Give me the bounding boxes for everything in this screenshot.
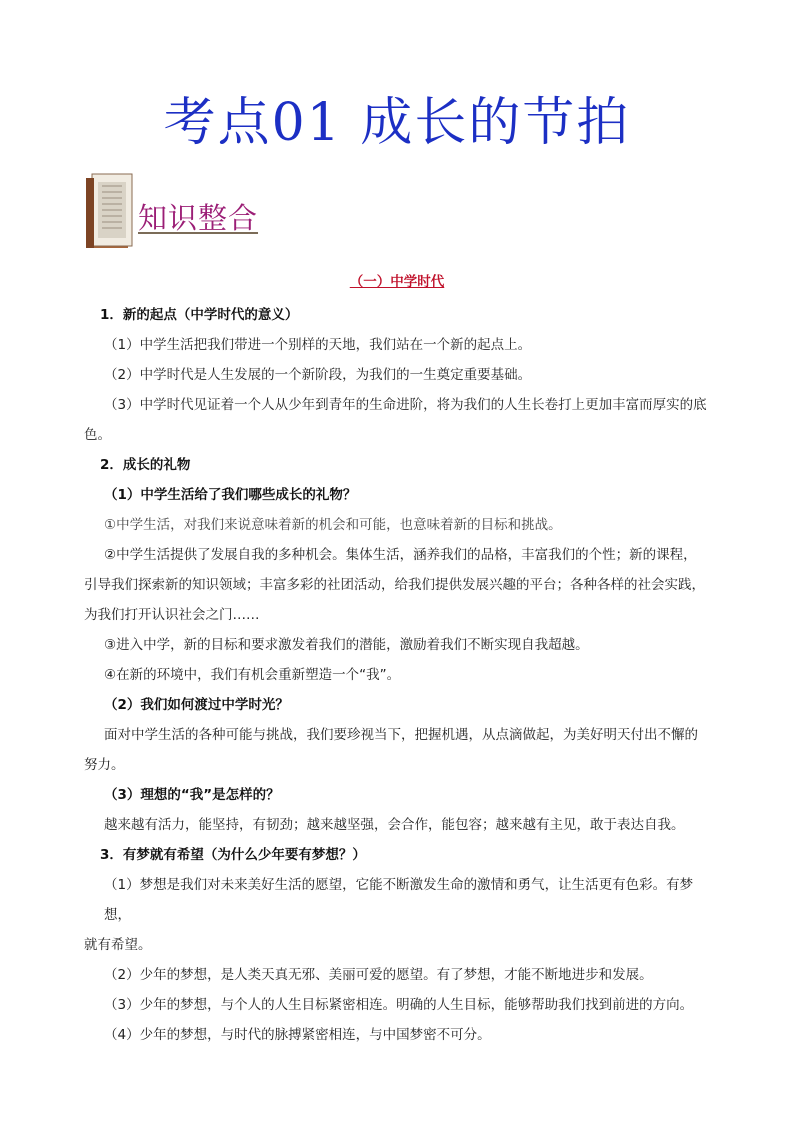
question-2: （2）我们如何渡过中学时光？ (104, 697, 289, 713)
question-3: （3）理想的“我”是怎样的？ (104, 787, 280, 803)
answer-2: 面对中学生活的各种可能与挑战，我们要珍视当下，把握机遇，从点滴做起，为美好明天付出不懈的 (104, 727, 698, 743)
book-icon (82, 170, 138, 252)
item-3: ③进入中学，新的目标和要求激发着我们的潜能，激励着我们不断实现自我超越。 (104, 637, 589, 653)
item-1: ①中学生活，对我们来说意味着新的机会和可能，也意味着新的目标和挑战。 (104, 517, 562, 533)
dream-2: （2）少年的梦想，是人类天真无邪、美丽可爱的愿望。有了梦想，才能不断地进步和发展。 (104, 967, 653, 983)
paragraph-3: （3）中学时代见证着一个人从少年到青年的生命进阶，将为我们的人生长卷打上更加丰富而厚实的底 (104, 397, 707, 413)
item-2-cont-1: 引导我们探索新的知识领域；丰富多彩的社团活动，给我们提供发展兴趣的平台；各种各样的社会实践， (84, 577, 705, 593)
dream-4: （4）少年的梦想，与时代的脉搏紧密相连，与中国梦密不可分。 (104, 1027, 491, 1043)
knowledge-banner (82, 170, 282, 252)
dream-1: （1）梦想是我们对未来美好生活的愿望，它能不断激发生命的激情和勇气，让生活更有色彩。有梦想， (104, 877, 694, 923)
content-body (84, 300, 720, 1050)
paragraph-1: （1）中学生活把我们带进一个别样的天地，我们站在一个新的起点上。 (104, 337, 532, 353)
paragraph-2: （2）中学时代是人生发展的一个新阶段，为我们的一生奠定重要基础。 (104, 367, 532, 383)
heading-dream-hope: 3．有梦就有希望（为什么少年要有梦想？） (100, 847, 366, 863)
item-2-cont-2: 为我们打开认识社会之门…… (84, 607, 260, 623)
paragraph-3-cont: 色。 (84, 427, 111, 443)
answer-2-cont: 努力。 (84, 757, 125, 773)
question-1: （1）中学生活给了我们哪些成长的礼物？ (104, 487, 357, 503)
item-4: ④在新的环境中，我们有机会重新塑造一个“我”。 (104, 667, 401, 683)
item-2: ②中学生活提供了发展自我的多种机会。集体生活，涵养我们的品格，丰富我们的个性；新的课程， (104, 547, 697, 563)
dream-1-cont: 就有希望。 (84, 937, 152, 953)
heading-growth-gift: 2．成长的礼物 (100, 457, 191, 473)
answer-3: 越来越有活力，能坚持，有韧劲；越来越坚强，会合作，能包容；越来越有主见，敢于表达自我。 (104, 817, 685, 833)
dream-3: （3）少年的梦想，与个人的人生目标紧密相连。明确的人生目标，能够帮助我们找到前进的方向。 (104, 997, 694, 1013)
banner-title: 知识整合 (138, 201, 259, 235)
section-heading: （一）中学时代 (349, 274, 445, 290)
heading-new-start: 1．新的起点（中学时代的意义） (100, 307, 299, 323)
page-title: 考点01 成长的节拍 (163, 93, 631, 153)
